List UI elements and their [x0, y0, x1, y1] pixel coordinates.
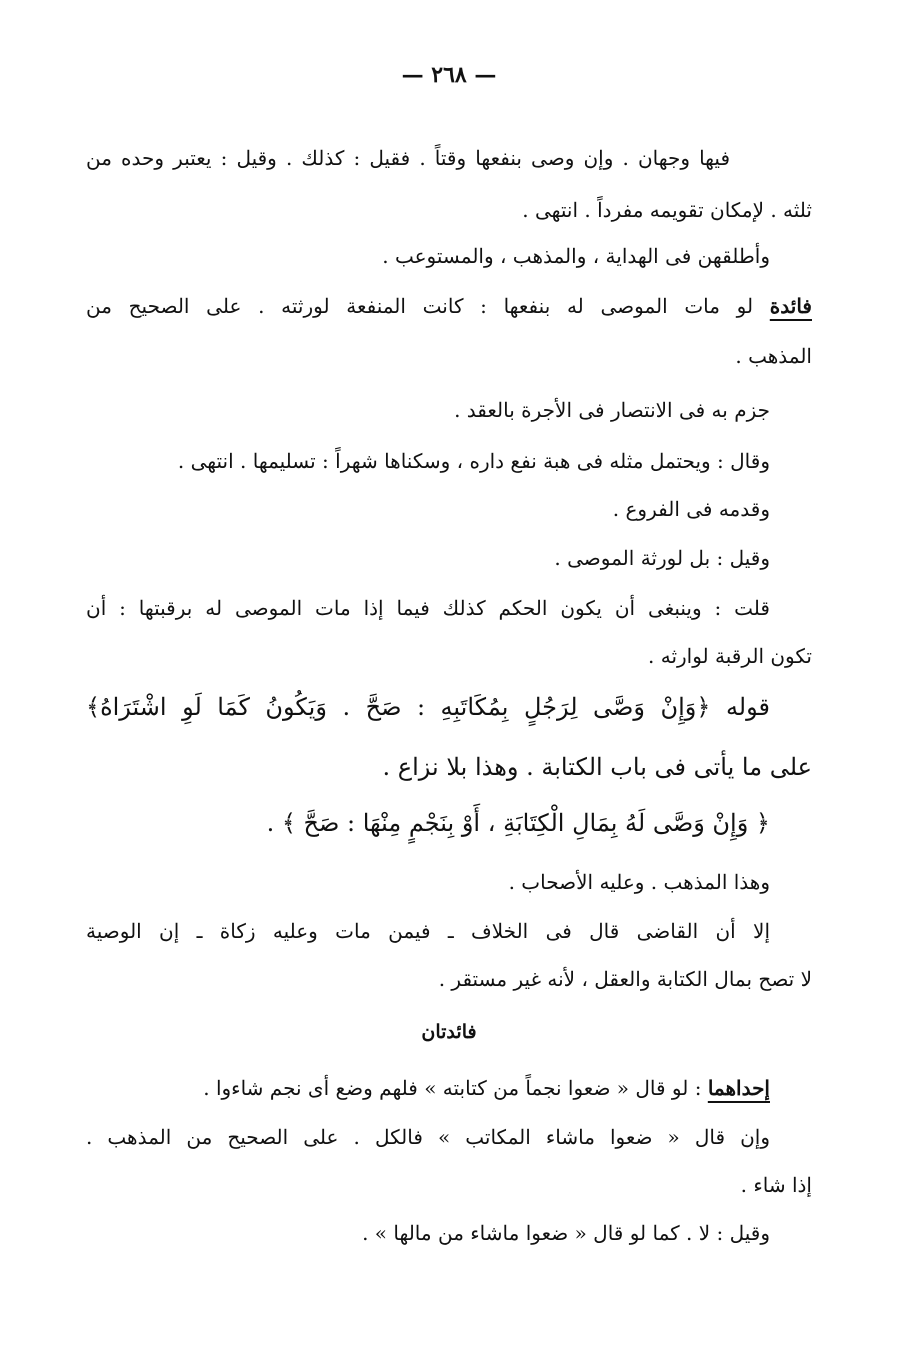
text-line: إلا أن القاضى قال فى الخلاف ـ فيمن مات وعليه زكاة ـ إن الوصية [86, 919, 770, 943]
text-line: ثلثه . لإمكان تقويمه مفرداً . انتهى . [522, 198, 812, 222]
note-text: : لو قال « ضعوا نجماً من كتابته » فلهم وضع أى نجم شاءوا . [203, 1076, 708, 1100]
page-number: — ٢٦٨ — [401, 62, 497, 88]
text-line: المذهب . [735, 344, 812, 368]
text-line: قلت : وينبغى أن يكون الحكم كذلك فيما إذا مات الموصى له برقبتها : أن [86, 596, 770, 620]
text-line [86, 291, 812, 321]
note-label: إحداهما [707, 1076, 770, 1100]
note-label: فائدة [769, 294, 812, 318]
text-line: فيها وجهان . وإن وصى بنفعها وقتاً . فقيل : كذلك . وقيل : يعتبر وحده من [86, 146, 730, 170]
text-line: وقيل : لا . كما لو قال « ضعوا ماشاء من مالها » . [362, 1221, 770, 1245]
text-line: تكون الرقبة لوارثه . [648, 644, 812, 668]
text-line: على ما يأتى فى باب الكتابة . وهذا بلا نزاع . [382, 753, 812, 781]
note-text: لو مات الموصى له بنفعها : كانت المنفعة لورثته . على الصحيح من [86, 294, 770, 318]
text-line: لا تصح بمال الكتابة والعقل ، لأنه غير مستقر . [438, 967, 812, 991]
text-line: وهذا المذهب . وعليه الأصحاب . [508, 870, 770, 894]
text-line: وأطلقهن فى الهداية ، والمذهب ، والمستوعب . [382, 244, 770, 268]
section-heading: فائدتان [421, 1021, 477, 1043]
quoted-text-line: قوله ﴿وَإِنْ وَصَّى لِرَجُلٍ بِمُكَاتَبِهِ : صَحَّ . وَيَكُونُ كَمَا لَوِ اشْتَرَاهُ﴾ [86, 693, 770, 721]
text-line: إذا شاء . [740, 1173, 812, 1197]
text-line: وقدمه فى الفروع . [612, 497, 770, 521]
text-line [203, 1073, 770, 1103]
text-line: وإن قال « ضعوا ماشاء المكاتب » فالكل . على الصحيح من المذهب . [86, 1125, 770, 1149]
text-line: جزم به فى الانتصار فى الأجرة بالعقد . [454, 398, 770, 422]
text-line: وقيل : بل لورثة الموصى . [554, 546, 770, 570]
text-line: وقال : ويحتمل مثله فى هبة نفع داره ، وسكناها شهراً : تسليمها . انتهى . [177, 449, 770, 473]
quoted-text-line: ﴿ وَإِنْ وَصَّى لَهُ بِمَالِ الْكِتَابَةِ ، أَوْ بِنَجْمٍ مِنْهَا : صَحَّ ﴾ . [266, 809, 770, 837]
